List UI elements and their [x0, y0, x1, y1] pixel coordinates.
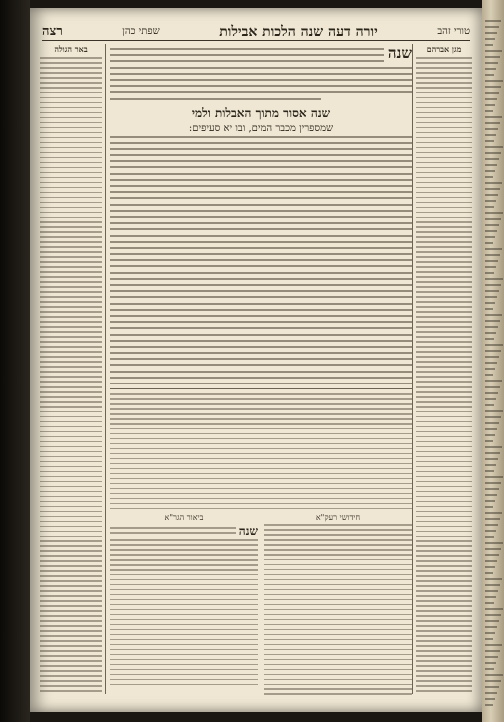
- left-commentary-column: [40, 44, 106, 694]
- page-number: רצה: [42, 24, 63, 39]
- left-column-title: באר הגולה: [54, 44, 88, 54]
- bottom-commentaries: [110, 513, 412, 703]
- bottom-right-commentary: [264, 513, 412, 703]
- lower-commentary: [110, 388, 412, 513]
- header-left-label: שפתי כהן: [122, 26, 160, 37]
- book-page: [30, 8, 482, 712]
- bottom-left-commentary: [110, 513, 258, 703]
- section-subheading: שמספרין מכבר המים, ובו יא סעיפים:: [188, 122, 334, 134]
- book-gutter-shadow: [0, 0, 30, 722]
- adjacent-page-edge: [482, 0, 504, 722]
- section-heading: שנה אסור מתוך האבלות ולמי: [191, 105, 331, 120]
- bottom-right-title: חידושי רעק"א: [315, 513, 361, 522]
- bottom-opening-word: שנה: [238, 524, 258, 538]
- main-text-column: [110, 44, 412, 384]
- bottom-left-title: ביאור הגר"א: [164, 513, 204, 522]
- section-opening-word: שנה: [387, 44, 412, 62]
- right-column-title: מגן אברהם: [426, 44, 462, 54]
- page-title: יורה דעה שנה הלכות אבילות: [219, 24, 378, 40]
- page-header: [42, 18, 470, 41]
- header-right-label: טורי זהב: [437, 26, 470, 37]
- right-commentary-column: [412, 44, 472, 694]
